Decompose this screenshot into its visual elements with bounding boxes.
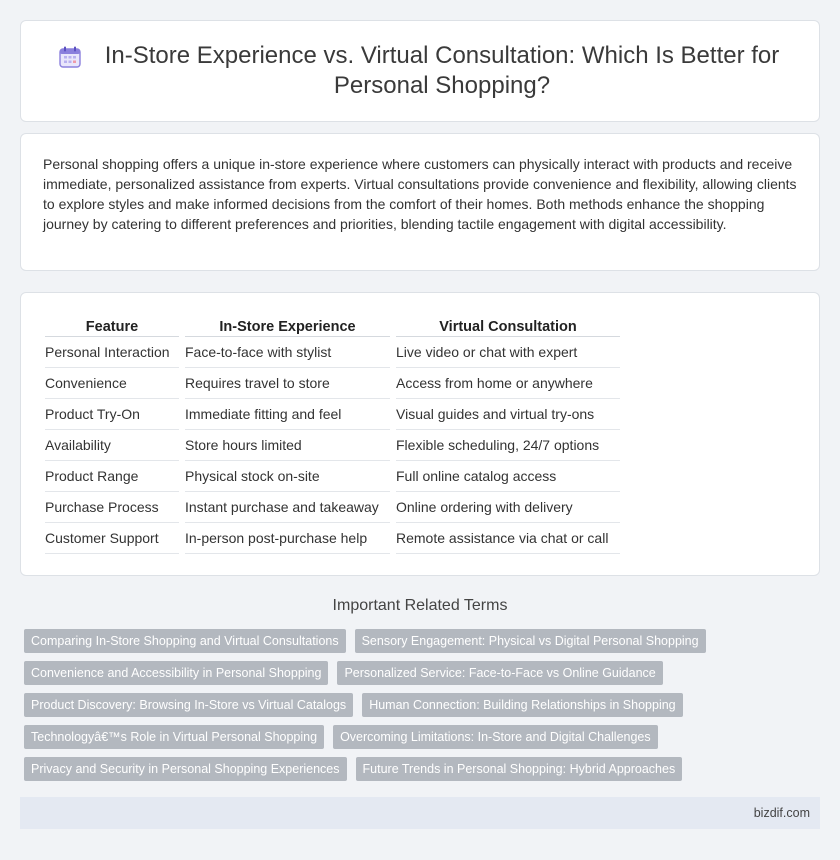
related-term-tag[interactable]: Personalized Service: Face-to-Face vs Online Guidance <box>337 661 662 685</box>
table-cell: Customer Support <box>45 523 179 554</box>
table-cell: Convenience <box>45 368 179 399</box>
related-term-tag[interactable]: Future Trends in Personal Shopping: Hybrid Approaches <box>356 757 683 781</box>
table-cell: Live video or chat with expert <box>396 337 620 368</box>
related-term-tag[interactable]: Privacy and Security in Personal Shopping Experiences <box>24 757 347 781</box>
table-row <box>45 461 620 492</box>
column-header-virtual: Virtual Consultation <box>396 315 620 337</box>
table-cell: Availability <box>45 430 179 461</box>
related-term-tag[interactable]: Sensory Engagement: Physical vs Digital Personal Shopping <box>355 629 706 653</box>
table-cell: Store hours limited <box>185 430 390 461</box>
related-terms-title: Important Related Terms <box>332 597 508 614</box>
related-term-tag[interactable]: Convenience and Accessibility in Personal Shopping <box>24 661 328 685</box>
table-cell: Online ordering with delivery <box>396 492 620 523</box>
table-cell: Face-to-face with stylist <box>185 337 390 368</box>
intro-card <box>20 133 820 271</box>
table-cell: Remote assistance via chat or call <box>396 523 620 554</box>
column-header-in-store: In-Store Experience <box>185 315 390 337</box>
table-cell: Physical stock on-site <box>185 461 390 492</box>
table-cell: Requires travel to store <box>185 368 390 399</box>
table-cell: Access from home or anywhere <box>396 368 620 399</box>
related-terms-list <box>24 629 804 781</box>
column-header-feature: Feature <box>45 315 179 337</box>
table-header-row <box>45 315 620 337</box>
related-term-tag[interactable]: Human Connection: Building Relationships in Shopping <box>362 693 682 717</box>
table-cell: Product Try-On <box>45 399 179 430</box>
related-term-tag[interactable]: Comparing In-Store Shopping and Virtual Consultations <box>24 629 346 653</box>
comparison-card <box>20 292 820 576</box>
table-cell: Product Range <box>45 461 179 492</box>
related-term-tag[interactable]: Product Discovery: Browsing In-Store vs Virtual Catalogs <box>24 693 353 717</box>
intro-text: Personal shopping offers a unique in-store experience where customers can physically interact with products and receive immediate, personalized assistance from experts. Virtual consultations provide convenience and flexibility, allowing clients to explore styles and make informed decisions from the comfort of their homes. Both methods enhance the shopping journey by catering to different preferences and priorities, blending tactile engagement with digital accessibility. <box>43 156 797 232</box>
related-term-tag[interactable]: Technologyâ€™s Role in Virtual Personal Shopping <box>24 725 324 749</box>
table-cell: Visual guides and virtual try-ons <box>396 399 620 430</box>
table-cell: Instant purchase and takeaway <box>185 492 390 523</box>
footer-bar <box>20 797 820 829</box>
table-row <box>45 337 620 368</box>
table-cell: Flexible scheduling, 24/7 options <box>396 430 620 461</box>
table-cell: Immediate fitting and feel <box>185 399 390 430</box>
table-cell: Personal Interaction <box>45 337 179 368</box>
table-row <box>45 523 620 554</box>
table-cell: Purchase Process <box>45 492 179 523</box>
comparison-table <box>39 315 626 554</box>
table-cell: In-person post-purchase help <box>185 523 390 554</box>
page-title: In-Store Experience vs. Virtual Consultation: Which Is Better for Personal Shopping? <box>104 42 780 99</box>
table-row <box>45 430 620 461</box>
related-term-tag[interactable]: Overcoming Limitations: In-Store and Digital Challenges <box>333 725 658 749</box>
header-card <box>20 20 820 122</box>
table-row <box>45 399 620 430</box>
table-row <box>45 368 620 399</box>
footer-site-link[interactable]: bizdif.com <box>753 806 810 820</box>
calendar-icon <box>58 45 82 69</box>
table-cell: Full online catalog access <box>396 461 620 492</box>
table-row <box>45 492 620 523</box>
